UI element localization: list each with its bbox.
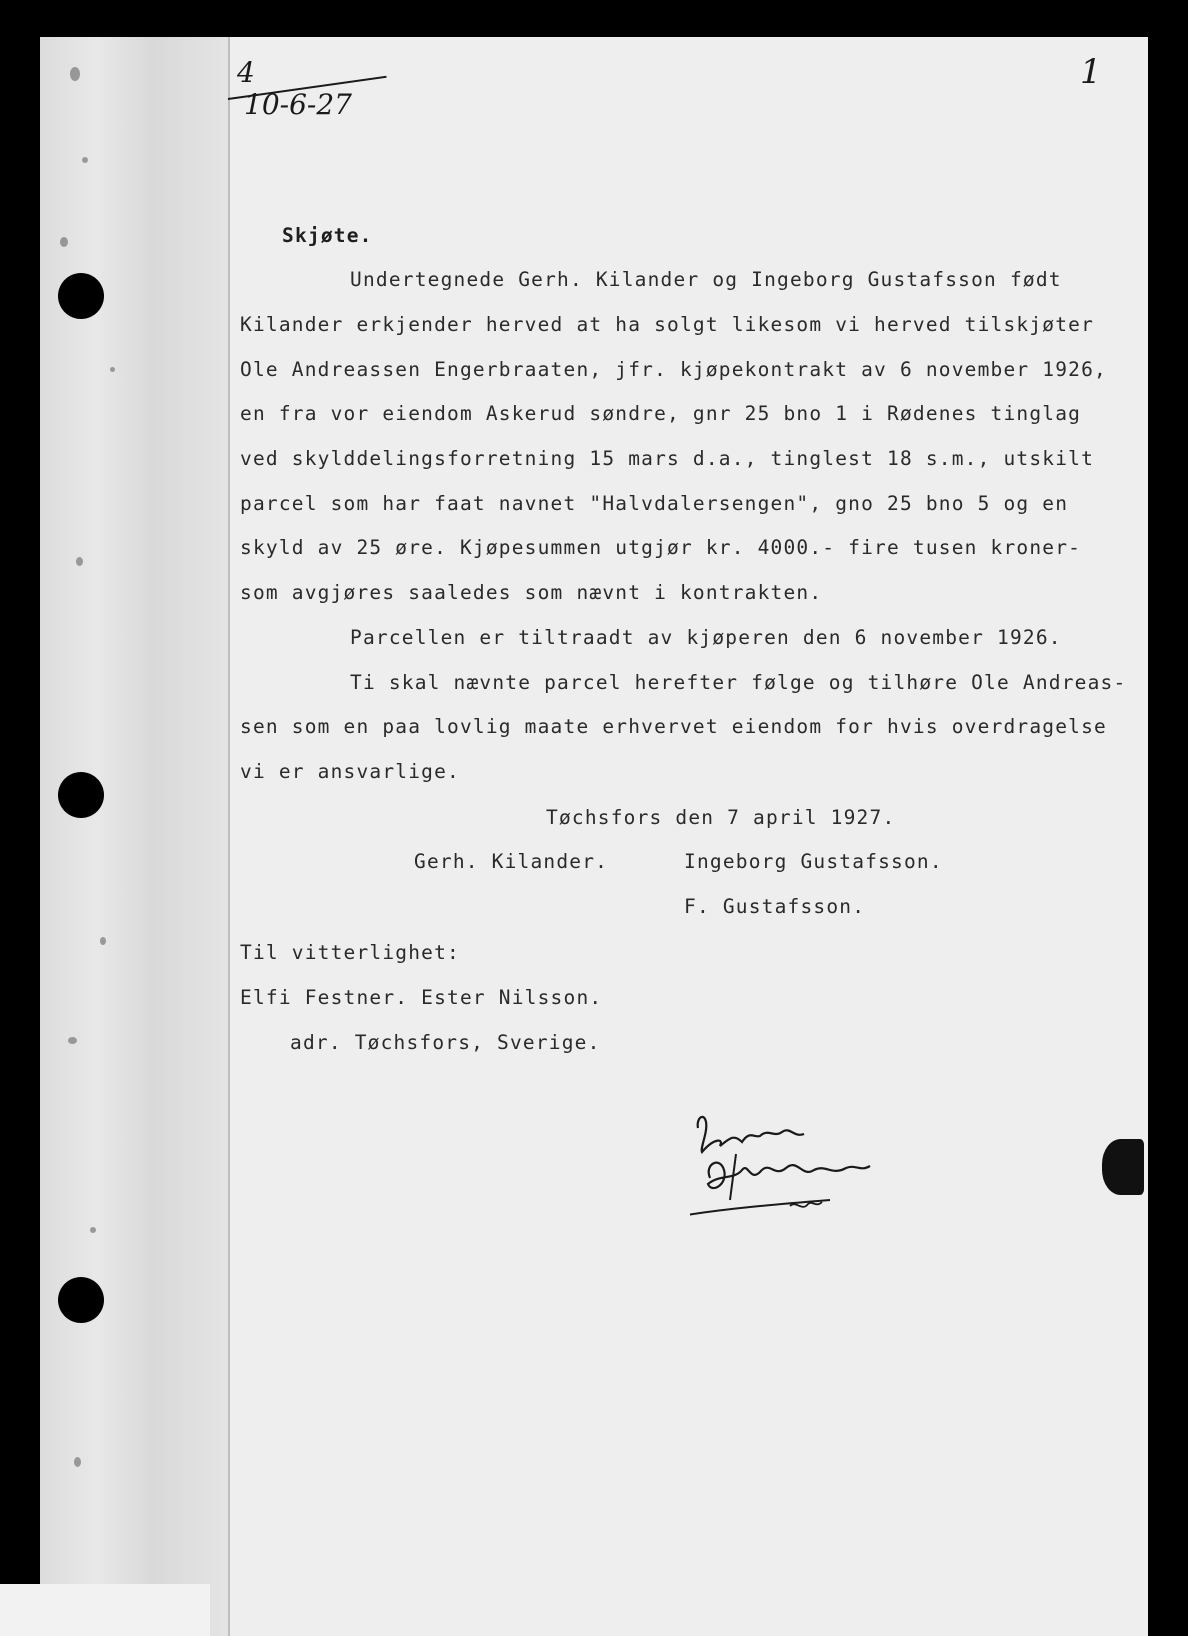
signatory-right: Ingeborg Gustafsson. (684, 850, 943, 873)
punch-hole (58, 273, 104, 319)
margin-speck (60, 237, 68, 247)
body-line: ved skylddelingsforretning 15 mars d.a., tinglest 18 s.m., utskilt (240, 447, 1095, 470)
margin-speck (90, 1227, 96, 1233)
body-line: parcel som har faat navnet "Halvdalersengen", gno 25 bno 5 og en (240, 492, 1069, 515)
body-line: Undertegnede Gerh. Kilander og Ingeborg Gustafsson født (350, 268, 1062, 291)
handwritten-endorsement-signature (690, 1108, 900, 1252)
margin-speck (110, 367, 115, 372)
body-line: som avgjøres saaledes som nævnt i kontrakten. (240, 581, 823, 604)
witness-names: Elfi Festner. Ester Nilsson. (240, 986, 603, 1009)
witness-address: adr. Tøchsfors, Sverige. (290, 1031, 601, 1054)
document-title: Skjøte. (282, 224, 373, 247)
folio-number: 4 (237, 56, 255, 89)
paper-clip-mark (1102, 1139, 1144, 1195)
body-line: vi er ansvarlige. (240, 760, 460, 783)
margin-speck (82, 157, 88, 163)
place-date: Tøchsfors den 7 april 1927. (546, 806, 896, 829)
signatory-left: Gerh. Kilander. (414, 850, 609, 873)
margin-speck (74, 1457, 81, 1467)
margin-speck (76, 557, 83, 566)
bottom-label-patch (0, 1584, 210, 1636)
punch-hole (58, 1277, 104, 1323)
body-line: skyld av 25 øre. Kjøpesummen utgjør kr. 4000.- fire tusen kroner- (240, 536, 1082, 559)
body-line: en fra vor eiendom Askerud søndre, gnr 25 bno 1 i Rødenes tinglag (240, 402, 1082, 425)
body-line: sen som en paa lovlig maate erhvervet eiendom for hvis overdragelse (240, 715, 1107, 738)
margin-speck (100, 937, 106, 945)
body-line: Ole Andreassen Engerbraaten, jfr. kjøpekontrakt av 6 november 1926, (240, 358, 1107, 381)
punch-hole (58, 772, 104, 818)
binding-edge-line (228, 37, 230, 1636)
page-number: 1 (1080, 52, 1102, 92)
signatory-right-second: F. Gustafsson. (684, 895, 866, 918)
folio-date: 10-6-27 (244, 88, 352, 121)
witness-heading: Til vitterlighet: (240, 941, 460, 964)
margin-speck (70, 67, 80, 81)
body-line: Ti skal nævnte parcel herefter følge og tilhøre Ole Andreas- (350, 671, 1127, 694)
body-line: Parcellen er tiltraadt av kjøperen den 6 november 1926. (350, 626, 1062, 649)
body-line: Kilander erkjender herved at ha solgt likesom vi herved tilskjøter (240, 313, 1095, 336)
margin-speck (68, 1037, 77, 1044)
